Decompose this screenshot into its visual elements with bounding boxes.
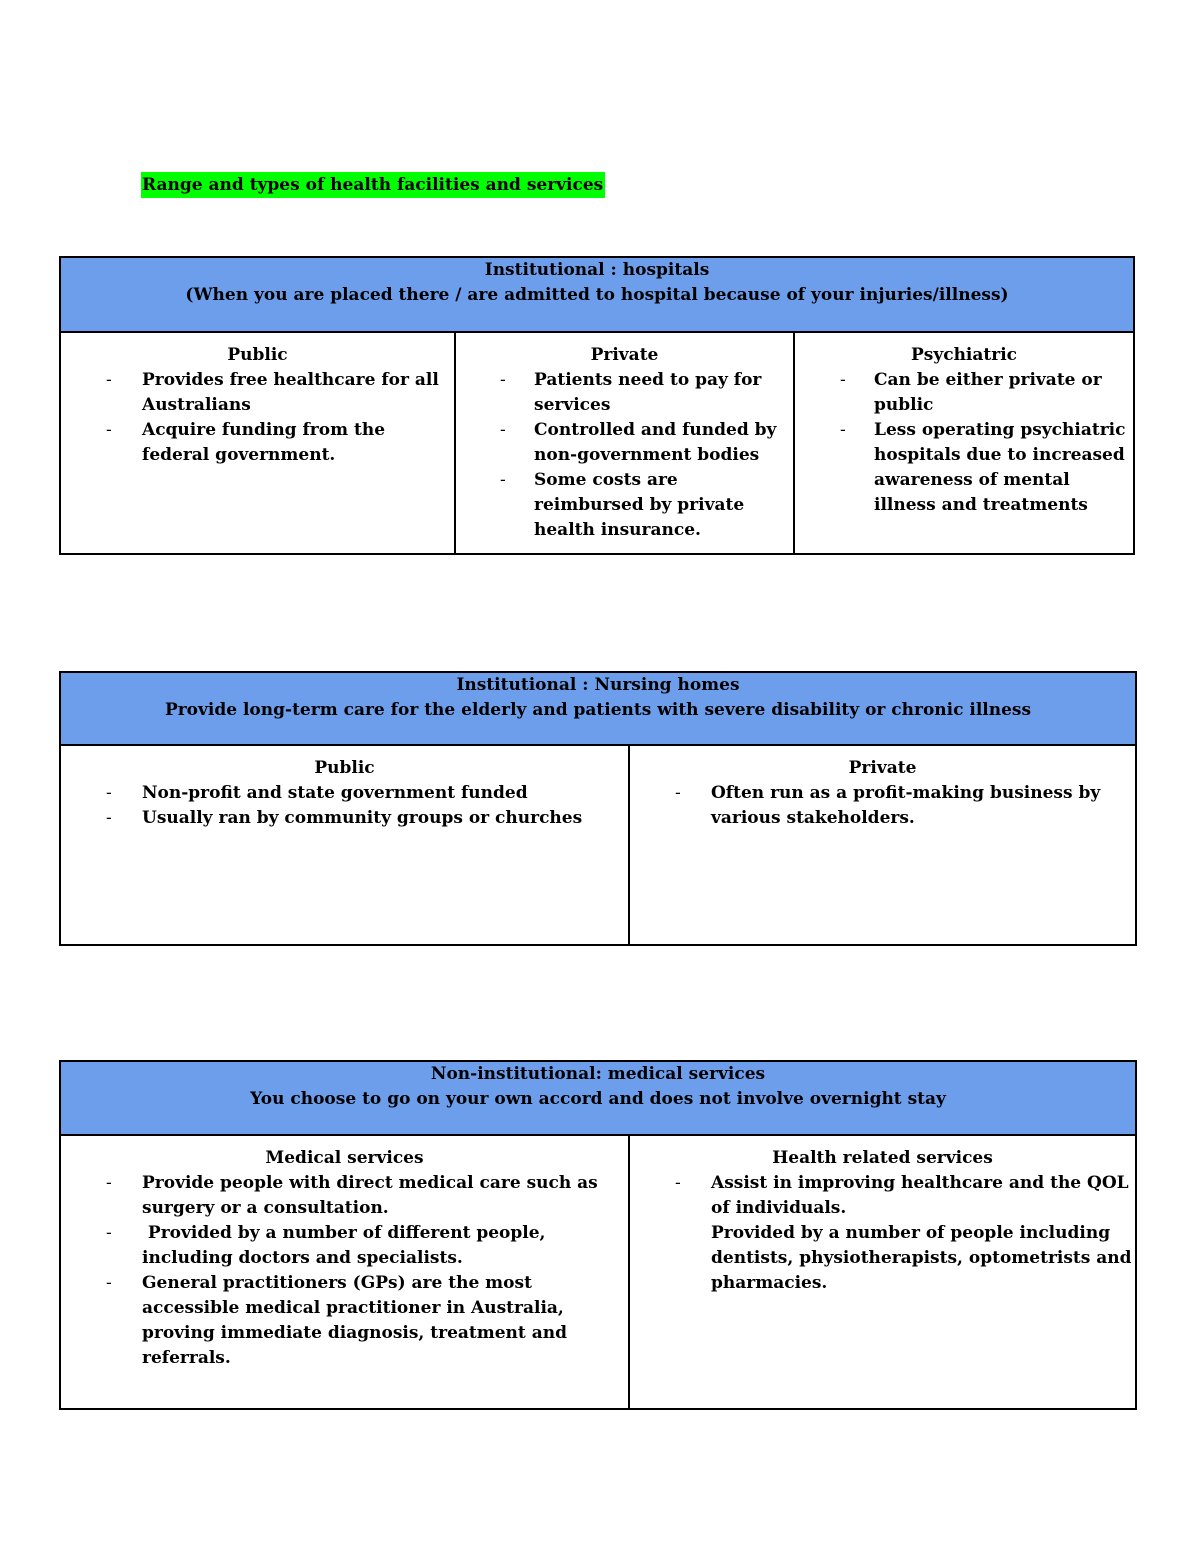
hospitals-psychiatric-cell [794, 332, 1134, 554]
list-item: - Some costs are reimbursed by private health insurance. [500, 470, 745, 540]
list-item: - Assist in improving healthcare and the QOL of individuals. [675, 1173, 1129, 1218]
list-item: - Usually ran by community groups or churches [106, 808, 583, 828]
hospitals-private-title: Private [590, 345, 659, 365]
nursing-homes-private-title: Private [848, 758, 917, 778]
medical-services-table [59, 1060, 1137, 1410]
hospitals-public-cell [60, 332, 455, 554]
list-item: - Provide people with direct medical care such as surgery or a consultation. [106, 1173, 598, 1218]
health-related-services-title: Health related services [772, 1148, 993, 1168]
nursing-homes-private-cell [629, 745, 1136, 945]
list-item: - General practitioners (GPs) are the most accessible medical practitioner in Australia, proving immediate diagnosis, treatment and referrals. [106, 1273, 567, 1368]
list-item: - Non-profit and state government funded [106, 783, 528, 803]
list-item: - Controlled and funded by non-government bodies [500, 420, 777, 465]
nursing-homes-table [59, 671, 1137, 946]
medical-services-header [60, 1061, 1136, 1135]
nursing-homes-header [60, 672, 1136, 745]
hospitals-header [60, 257, 1134, 332]
list-item: - Provided by a number of different people, including doctors and specialists. [106, 1223, 552, 1268]
nursing-homes-header-subtitle: Provide long-term care for the elderly and patients with severe disability or chronic illness [164, 700, 1032, 720]
page-title: Range and types of health facilities and services [141, 172, 605, 198]
medical-services-title: Medical services [265, 1148, 424, 1168]
hospitals-header-subtitle: (When you are placed there / are admitted to hospital because of your injuries/illness) [185, 285, 1009, 305]
medical-services-header-title: Non-institutional: medical services [430, 1064, 766, 1084]
hospitals-table [59, 256, 1135, 555]
health-related-services-cell [629, 1135, 1136, 1409]
medical-services-header-subtitle: You choose to go on your own accord and does not involve overnight stay [250, 1089, 946, 1109]
hospitals-private-cell [455, 332, 794, 554]
nursing-homes-public-cell [60, 745, 629, 945]
list-item: - Acquire funding from the federal government. [106, 420, 386, 465]
list-item: - Patients need to pay for services [500, 370, 762, 415]
list-item: Provided by a number of people including dentists, physiotherapists, optometrists and pharmacies. [711, 1223, 1132, 1293]
list-item: - Often run as a profit-making business by various stakeholders. [675, 783, 1101, 828]
hospitals-public-title: Public [227, 345, 288, 365]
list-item: - Provides free healthcare for all Australians [106, 370, 439, 415]
hospitals-header-title: Institutional : hospitals [484, 260, 710, 280]
medical-services-cell [60, 1135, 629, 1409]
nursing-homes-header-title: Institutional : Nursing homes [456, 675, 740, 695]
hospitals-psychiatric-title: Psychiatric [910, 345, 1018, 365]
nursing-homes-public-title: Public [314, 758, 375, 778]
list-item: - Can be either private or public [840, 370, 1102, 415]
list-item: - Less operating psychiatric hospitals due to increased awareness of mental illness and treatments [840, 420, 1126, 515]
